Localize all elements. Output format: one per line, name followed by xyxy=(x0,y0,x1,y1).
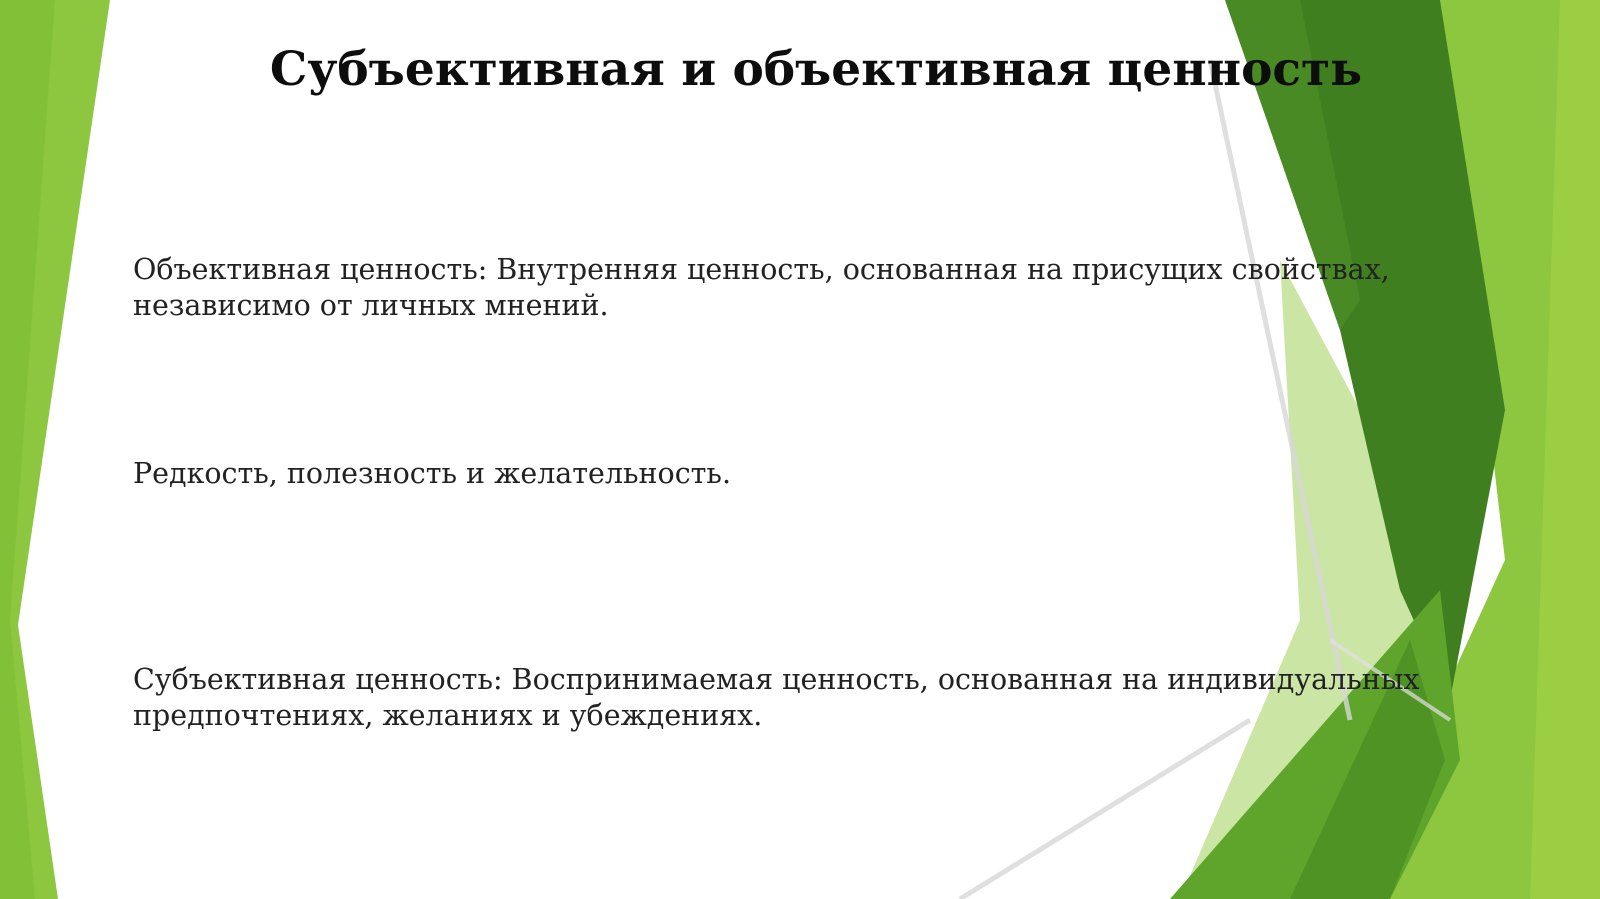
paragraph-rarity-utility: Редкость, полезность и желательность. xyxy=(133,457,731,490)
slide-title: Субъективная и объективная ценность xyxy=(269,42,1363,97)
paragraph-objective-value: Объективная ценность: Внутренняя ценность, основанная на присущих свойствах, независимо от личных мнений. xyxy=(133,253,1390,322)
paragraph-subjective-value: Субъективная ценность: Воспринимаемая ценность, основанная на индивидуальных предпочтениях, желаниях и убеждениях. xyxy=(133,663,1420,732)
